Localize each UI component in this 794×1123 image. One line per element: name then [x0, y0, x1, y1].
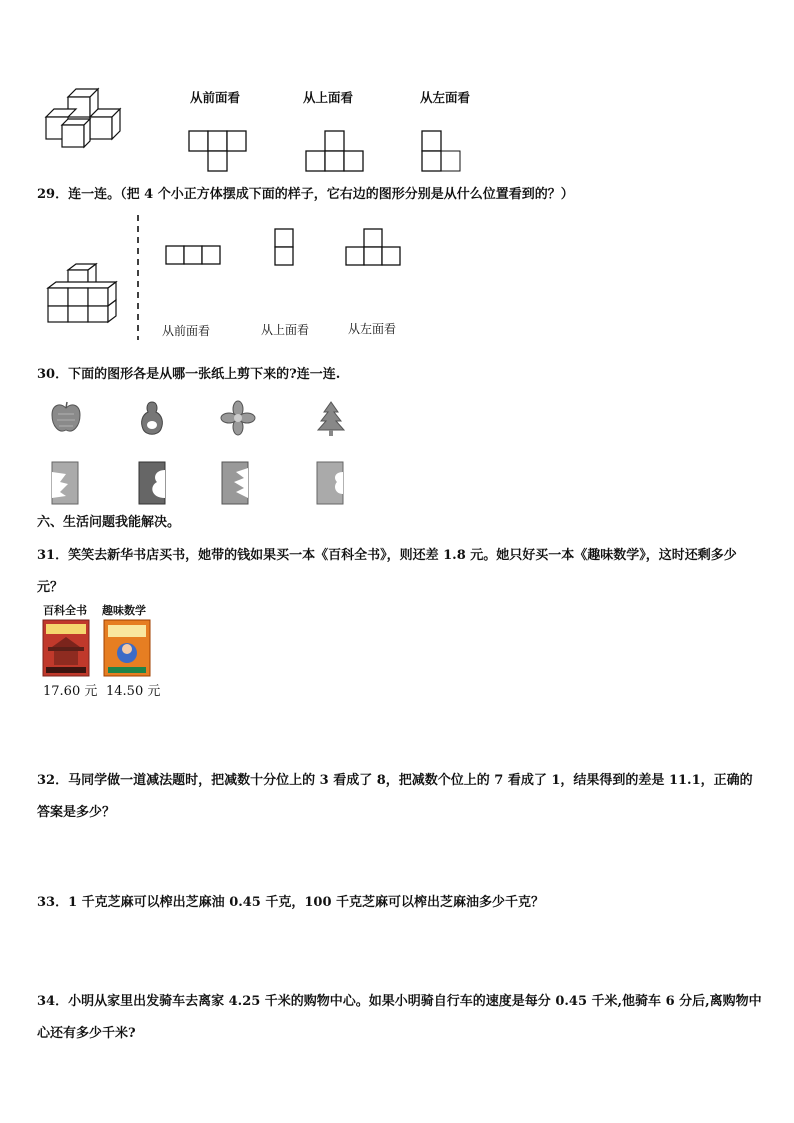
q29-shape-1	[165, 245, 223, 267]
paper-piece-1-icon	[50, 460, 80, 506]
book-2-price: 14.50 元	[106, 684, 161, 699]
book-1-price: 17.60 元	[43, 684, 98, 699]
q29-shape-3	[345, 228, 403, 268]
q29-dashed-divider	[136, 215, 140, 340]
gourd-shape-icon	[137, 400, 167, 438]
paper-piece-4-icon	[315, 460, 345, 506]
book-1-cover-icon	[42, 619, 90, 677]
paper-piece-2-icon	[137, 460, 167, 506]
q29-label-top: 从上面看	[261, 323, 310, 337]
q31-text: 31．笑笑去新华书店买书，她带的钱如果买一本《百科全书》，则还差 1.8 元。她只好买一本《趣味数学》，这时还剩多少元？	[37, 548, 737, 595]
book-2-cover-icon	[103, 619, 151, 677]
q32-text: 32．马同学做一道减法题时，把减数十分位上的 3 看成了 8，把减数个位上的 7 看成了 1，结果得到的差是 11.1，正确的答案是多少？	[37, 773, 753, 820]
q28-label-left: 从左面看	[420, 90, 471, 105]
section-six-title: 六、生活问题我能解决。	[37, 515, 181, 530]
tree-shape-icon	[315, 400, 347, 438]
q28-cube-figure	[40, 85, 130, 155]
q29-text: 29．连一连。（把 4 个小正方体摆成下面的样子，它右边的图形分别是从什么位置看到的？）	[37, 187, 574, 202]
book-1-title: 百科全书	[43, 604, 87, 617]
q28-label-top: 从上面看	[303, 90, 354, 105]
apple-shape-icon	[50, 400, 82, 436]
q28-view-front	[188, 130, 248, 175]
q33-text: 33．1 千克芝麻可以榨出芝麻油 0.45 千克，100 千克芝麻可以榨出芝麻油多少千克？	[37, 895, 545, 910]
q34-text: 34．小明从家里出发骑车去离家 4.25 千米的购物中心。如果小明骑自行车的速度是每分 0.45 千米,他骑车 6 分后,离购物中心还有多少千米?	[37, 994, 762, 1041]
q28-label-front: 从前面看	[190, 90, 241, 105]
q29-label-front: 从前面看	[162, 324, 211, 338]
q28-view-left	[420, 130, 465, 175]
q29-label-left: 从左面看	[348, 322, 397, 336]
book-2-title: 趣味数学	[102, 604, 146, 617]
flower-shape-icon	[220, 400, 256, 436]
q29-shape-2	[274, 228, 296, 268]
q29-cube-figure	[44, 262, 134, 324]
q28-view-top	[304, 130, 368, 175]
q30-text: 30．下面的图形各是从哪一张纸上剪下来的?连一连.	[37, 367, 341, 382]
paper-piece-3-icon	[220, 460, 250, 506]
